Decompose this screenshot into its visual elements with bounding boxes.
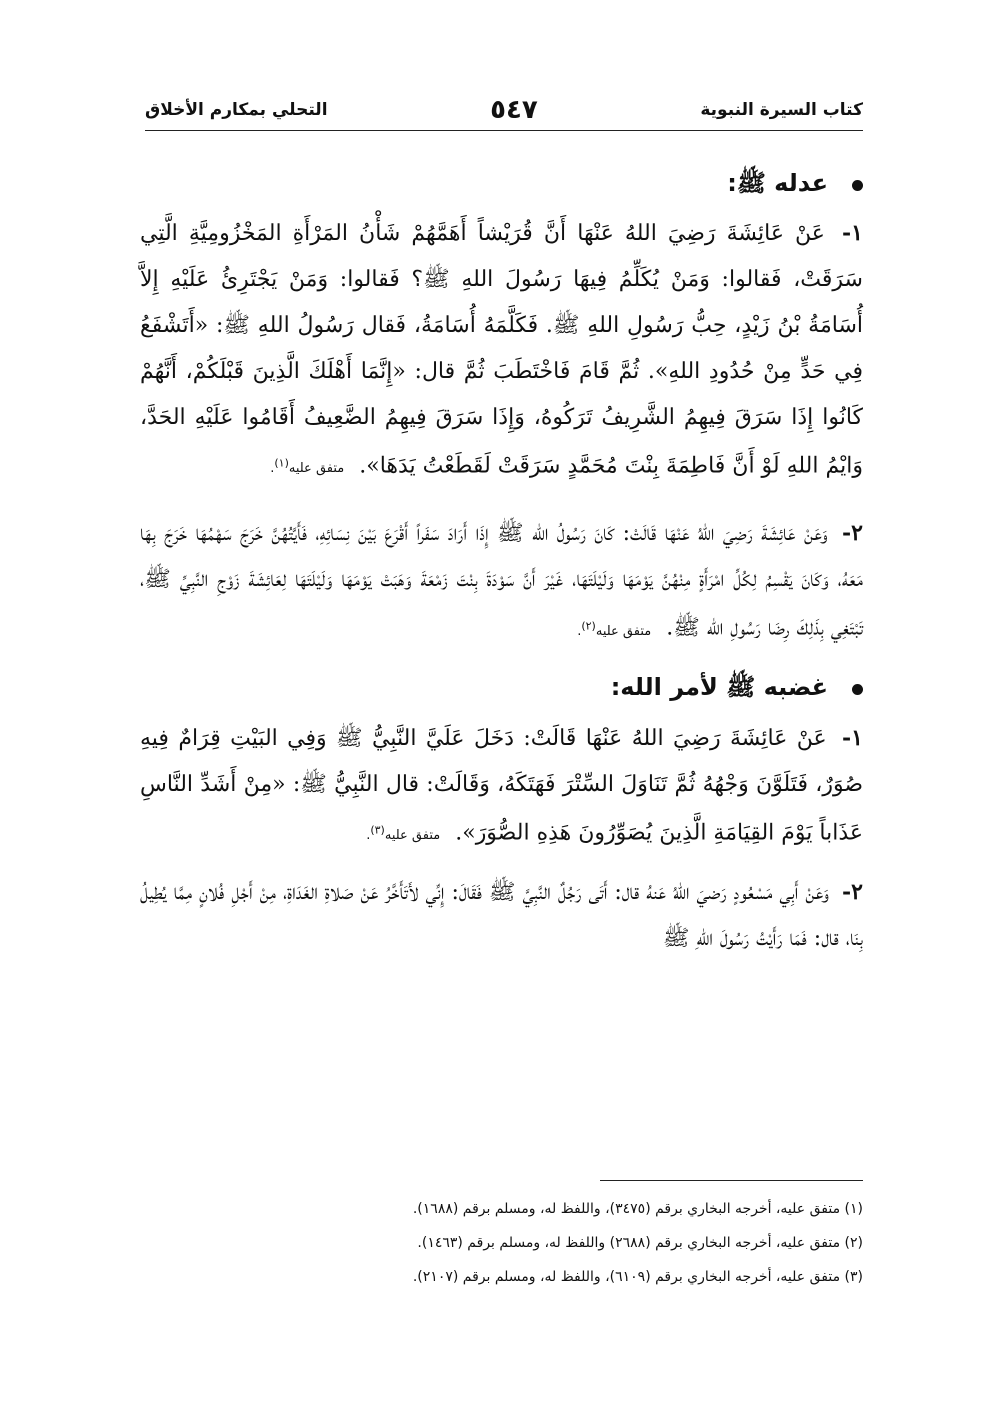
footnote-item: (٢) متفق عليه، أخرجه البخاري برقم (٢٦٨٨) واللفظ له، ومسلم برقم (١٤٦٣). [417, 1235, 863, 1251]
header-divider [145, 130, 863, 131]
header-book-title: كتاب السيرة النبوية [700, 100, 863, 120]
footnote-divider [600, 1180, 863, 1181]
hadith-text: وَعَنْ أَبِي مَسْعُودٍ رَضيَ اللهُ عَنهُ قال: أَتَى رَجُلٌ النَّبِيَّ ﷺ فَقَالَ: إِنِّي لأَتَأَخَّرُ عَنْ صَلاةِ الغَدَاةِ، مِنْ أَجْلِ فُلانٍ مِمَّا يُطِيلُ بِنَا، قال: فَمَا رَأَيْتُ رَسُولَ اللهِ ﷺ [140, 879, 863, 951]
hadith-number: ٢- [842, 878, 863, 905]
hadith-text: عَنْ عَائِشَةَ رَضِيَ اللهُ عَنْهَا أَنَّ قُرَيْشاً أَهَمَّهُمْ شَأْنُ المَرْأَةِ المَخْزُومِيَّةِ الَّتِي سَرَقَتْ، فَقالوا: وَمَنْ يُكَلِّمُ فِيهَا رَسُولَ اللهِ ﷺ؟ فَقالوا: وَمَنْ يَجْتَرِئُ عَلَيْهِ إِلاَّ أُسَامَةُ بْنُ زَيْدٍ، حِبُّ رَسُولِ اللهِ ﷺ. فَكَلَّمَهُ أُسَامَةُ، فَقال رَسُولُ اللهِ ﷺ: «أَتَشْفَعُ فِي حَدٍّ مِنْ حُدُودِ اللهِ». ثُمَّ قَامَ فَاخْتَطَبَ ثُمَّ قال: «إِنَّمَا أَهْلَكَ الَّذِينَ قَبْلَكُمْ، أَنَّهُمْ كَانُوا إِذَا سَرَقَ فِيهِمُ الشَّرِيفُ تَرَكُوهُ، وَإِذَا سَرَقَ فِيهِمُ الضَّعِيفُ أَقَامُوا عَلَيْهِ الحَدَّ، وَايْمُ اللهِ لَوْ أَنَّ فَاطِمَةَ بِنْتَ مُحَمَّدٍ سَرَقَتْ لَقَطَعْتُ يَدَهَا». [140, 221, 863, 479]
bullet-icon [852, 180, 863, 191]
page-header [145, 92, 863, 128]
hadith-number: ١- [842, 220, 863, 246]
hadith-text: عَنْ عَائِشَةَ رَضِيَ اللهُ عَنْهَا قَالَتْ: دَخَلَ عَلَيَّ النَّبِيُّ ﷺ وَفِي البَيْتِ قِرَامٌ فِيهِ صُوَرٌ، فَتَلَوَّنَ وَجْهُهُ ثُمَّ تَنَاوَلَ السِّتْرَ فَهَتَكَهُ، وَقَالَتْ: قال النَّبِيُّ ﷺ: «مِنْ أَشَدِّ النَّاسِ عَذَاباً يَوْمَ القِيَامَةِ الَّذِينَ يُصَوِّرُونَ هَذِهِ الصُّوَرَ». [140, 725, 863, 845]
footnote-item: (٣) متفق عليه، أخرجه البخاري برقم (٦١٠٩)، واللفظ له، ومسلم برقم (٢١٠٧). [412, 1269, 863, 1285]
hadith-text: وَعَنْ عَائِشَةَ رَضِيَ اللهُ عَنْهَا قَالَتْ: كَانَ رَسُولُ الله ﷺ إِذَا أَرَادَ سَفَراً أَقْرَعَ بَيْنَ نِسَائِهِ، فَأَيَّتُهُنَّ خَرَجَ سَهْمُهَا خَرَجَ بِهَا مَعَهُ، وَكَانَ يَقْسِمُ لِكُلِّ امْرَأَةٍ مِنْهُنَّ يَوْمَهَا وَلَيْلَتَهَا، غَيْرَ أَنَّ سَوْدَةَ بِنْتَ زَمْعَةَ وَهَبَتْ يَوْمَهَا وَلَيْلَتَهَا لِعَائِشَةَ زَوْجِ النَّبِيِّ ﷺ، تَبْتَغِي بِذَلِكَ رِضَا رَسُولِ الله ﷺ. [140, 521, 863, 641]
section-heading-anger [140, 665, 863, 715]
section-heading-justice [140, 160, 863, 210]
hadith-source: متفق عليه$^{(٢)}$. [577, 619, 652, 639]
footnote-ref: (١) [274, 457, 289, 470]
section-heading-text: غضبه ﷺ لأمر الله: [610, 673, 828, 702]
header-chapter-title: التحلي بمكارم الأخلاق [145, 100, 328, 120]
hadith-paragraph [140, 869, 863, 962]
section-heading-text: عدله ﷺ: [727, 168, 828, 197]
footnotes [140, 1192, 863, 1294]
page-body [140, 160, 863, 962]
hadith-source: متفق عليه$^{(٣)}$. [366, 823, 441, 843]
hadith-number: ٢- [842, 520, 863, 547]
hadith-paragraph [140, 510, 863, 654]
hadith-paragraph [140, 715, 863, 859]
footnote-ref: (٢) [581, 619, 596, 633]
hadith-number: ١- [842, 724, 863, 751]
page-number: ٥٤٧ [490, 95, 538, 125]
footnote-ref: (٣) [370, 823, 385, 837]
bullet-icon [852, 684, 863, 695]
hadith-paragraph [140, 210, 863, 492]
footnote-item: (١) متفق عليه، أخرجه البخاري برقم (٣٤٧٥)، واللفظ له، ومسلم برقم (١٦٨٨). [412, 1201, 863, 1217]
hadith-source: متفق عليه$^{(١)}$. [270, 457, 345, 477]
